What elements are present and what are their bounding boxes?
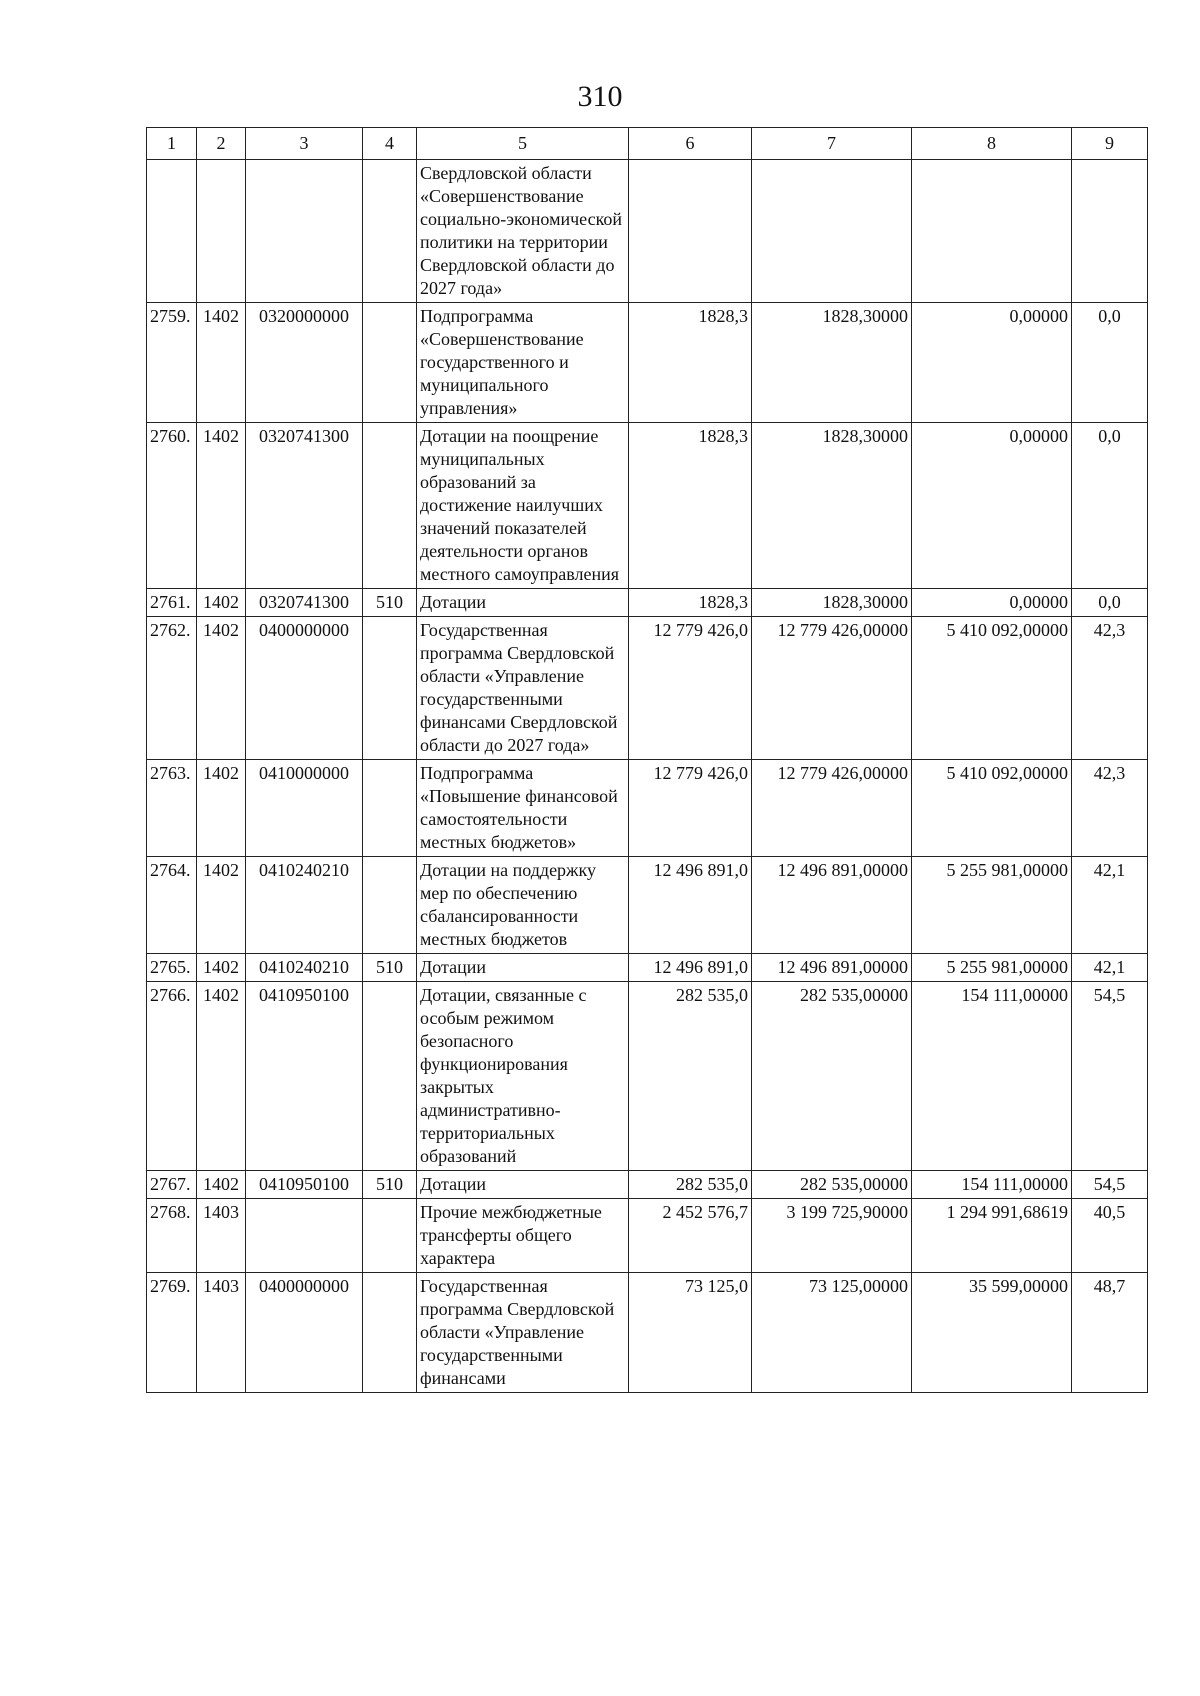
approved-amount: 282 535,0 (629, 982, 752, 1171)
budget-amount: 73 125,00000 (752, 1273, 912, 1393)
target-code (246, 160, 363, 303)
expense-type-code (363, 1273, 417, 1393)
approved-amount: 2 452 576,7 (629, 1199, 752, 1273)
column-header: 4 (363, 128, 417, 160)
execution-percent: 0,0 (1072, 423, 1148, 589)
budget-amount: 1828,30000 (752, 423, 912, 589)
item-name: Подпрограмма «Совершенствование государственного и муниципального управления» (417, 303, 629, 423)
expense-type-code: 510 (363, 589, 417, 617)
execution-percent: 0,0 (1072, 589, 1148, 617)
column-header: 6 (629, 128, 752, 160)
row-number (147, 160, 197, 303)
executed-amount: 0,00000 (912, 423, 1072, 589)
table-row (147, 617, 1148, 760)
row-number: 2769. (147, 1273, 197, 1393)
column-header: 5 (417, 128, 629, 160)
budget-table (146, 127, 1148, 1393)
target-code: 0410950100 (246, 982, 363, 1171)
column-header: 9 (1072, 128, 1148, 160)
executed-amount: 5 410 092,00000 (912, 760, 1072, 857)
execution-percent: 42,1 (1072, 954, 1148, 982)
table-row (147, 1199, 1148, 1273)
section-code: 1402 (197, 982, 246, 1171)
row-number: 2764. (147, 857, 197, 954)
column-header: 2 (197, 128, 246, 160)
section-code: 1402 (197, 303, 246, 423)
row-number: 2768. (147, 1199, 197, 1273)
executed-amount: 5 255 981,00000 (912, 857, 1072, 954)
expense-type-code (363, 303, 417, 423)
executed-amount: 5 255 981,00000 (912, 954, 1072, 982)
row-number: 2759. (147, 303, 197, 423)
approved-amount: 73 125,0 (629, 1273, 752, 1393)
execution-percent: 0,0 (1072, 303, 1148, 423)
expense-type-code (363, 160, 417, 303)
table-header-row (147, 128, 1148, 160)
table-row (147, 760, 1148, 857)
budget-amount: 1828,30000 (752, 303, 912, 423)
target-code: 0410240210 (246, 857, 363, 954)
expense-type-code (363, 617, 417, 760)
item-name: Государственная программа Свердловской области «Управление государственными финансами Свердловской области до 2027 года» (417, 617, 629, 760)
budget-amount: 282 535,00000 (752, 982, 912, 1171)
approved-amount: 12 496 891,0 (629, 857, 752, 954)
table-row (147, 589, 1148, 617)
section-code: 1402 (197, 423, 246, 589)
budget-amount: 12 496 891,00000 (752, 857, 912, 954)
column-header: 7 (752, 128, 912, 160)
execution-percent: 54,5 (1072, 1171, 1148, 1199)
item-name: Дотации, связанные с особым режимом безопасного функционирования закрытых административно-территориальных образований (417, 982, 629, 1171)
item-name: Дотации на поддержку мер по обеспечению сбалансированности местных бюджетов (417, 857, 629, 954)
section-code: 1403 (197, 1273, 246, 1393)
item-name: Дотации (417, 589, 629, 617)
execution-percent: 54,5 (1072, 982, 1148, 1171)
row-number: 2763. (147, 760, 197, 857)
row-number: 2765. (147, 954, 197, 982)
execution-percent: 42,3 (1072, 617, 1148, 760)
budget-amount: 12 779 426,00000 (752, 617, 912, 760)
target-code: 0320000000 (246, 303, 363, 423)
target-code (246, 1199, 363, 1273)
approved-amount: 1828,3 (629, 423, 752, 589)
budget-amount (752, 160, 912, 303)
column-header: 3 (246, 128, 363, 160)
approved-amount (629, 160, 752, 303)
table-body (147, 160, 1148, 1393)
section-code: 1402 (197, 857, 246, 954)
approved-amount: 12 496 891,0 (629, 954, 752, 982)
budget-amount: 3 199 725,90000 (752, 1199, 912, 1273)
item-name: Прочие межбюджетные трансферты общего характера (417, 1199, 629, 1273)
executed-amount: 35 599,00000 (912, 1273, 1072, 1393)
expense-type-code (363, 423, 417, 589)
target-code: 0320741300 (246, 589, 363, 617)
table-row (147, 423, 1148, 589)
expense-type-code (363, 1199, 417, 1273)
target-code: 0320741300 (246, 423, 363, 589)
item-name: Государственная программа Свердловской области «Управление государственными финансами (417, 1273, 629, 1393)
table-row (147, 1273, 1148, 1393)
item-name: Свердловской области «Совершенствование социально-экономической политики на территории Свердловской области до 2027 года» (417, 160, 629, 303)
section-code: 1403 (197, 1199, 246, 1273)
budget-amount: 282 535,00000 (752, 1171, 912, 1199)
approved-amount: 1828,3 (629, 589, 752, 617)
column-header: 1 (147, 128, 197, 160)
table-row (147, 303, 1148, 423)
budget-amount: 12 496 891,00000 (752, 954, 912, 982)
approved-amount: 1828,3 (629, 303, 752, 423)
executed-amount: 0,00000 (912, 303, 1072, 423)
table-row (147, 982, 1148, 1171)
row-number: 2760. (147, 423, 197, 589)
target-code: 0410240210 (246, 954, 363, 982)
row-number: 2761. (147, 589, 197, 617)
expense-type-code (363, 760, 417, 857)
target-code: 0410950100 (246, 1171, 363, 1199)
execution-percent (1072, 160, 1148, 303)
execution-percent: 40,5 (1072, 1199, 1148, 1273)
execution-percent: 48,7 (1072, 1273, 1148, 1393)
table-row (147, 160, 1148, 303)
row-number: 2767. (147, 1171, 197, 1199)
table-row (147, 954, 1148, 982)
table-row (147, 1171, 1148, 1199)
execution-percent: 42,1 (1072, 857, 1148, 954)
row-number: 2766. (147, 982, 197, 1171)
expense-type-code: 510 (363, 954, 417, 982)
section-code: 1402 (197, 954, 246, 982)
execution-percent: 42,3 (1072, 760, 1148, 857)
approved-amount: 282 535,0 (629, 1171, 752, 1199)
section-code (197, 160, 246, 303)
item-name: Подпрограмма «Повышение финансовой самостоятельности местных бюджетов» (417, 760, 629, 857)
executed-amount: 154 111,00000 (912, 1171, 1072, 1199)
table-row (147, 857, 1148, 954)
expense-type-code: 510 (363, 1171, 417, 1199)
executed-amount: 154 111,00000 (912, 982, 1072, 1171)
section-code: 1402 (197, 760, 246, 857)
expense-type-code (363, 982, 417, 1171)
section-code: 1402 (197, 1171, 246, 1199)
target-code: 0410000000 (246, 760, 363, 857)
executed-amount: 0,00000 (912, 589, 1072, 617)
target-code: 0400000000 (246, 1273, 363, 1393)
approved-amount: 12 779 426,0 (629, 760, 752, 857)
item-name: Дотации на поощрение муниципальных образований за достижение наилучших значений показателей деятельности органов местного самоуправления (417, 423, 629, 589)
target-code: 0400000000 (246, 617, 363, 760)
expense-type-code (363, 857, 417, 954)
item-name: Дотации (417, 954, 629, 982)
section-code: 1402 (197, 617, 246, 760)
executed-amount (912, 160, 1072, 303)
section-code: 1402 (197, 589, 246, 617)
approved-amount: 12 779 426,0 (629, 617, 752, 760)
row-number: 2762. (147, 617, 197, 760)
executed-amount: 5 410 092,00000 (912, 617, 1072, 760)
page-number: 310 (577, 80, 623, 113)
budget-amount: 1828,30000 (752, 589, 912, 617)
item-name: Дотации (417, 1171, 629, 1199)
executed-amount: 1 294 991,68619 (912, 1199, 1072, 1273)
column-header: 8 (912, 128, 1072, 160)
budget-amount: 12 779 426,00000 (752, 760, 912, 857)
